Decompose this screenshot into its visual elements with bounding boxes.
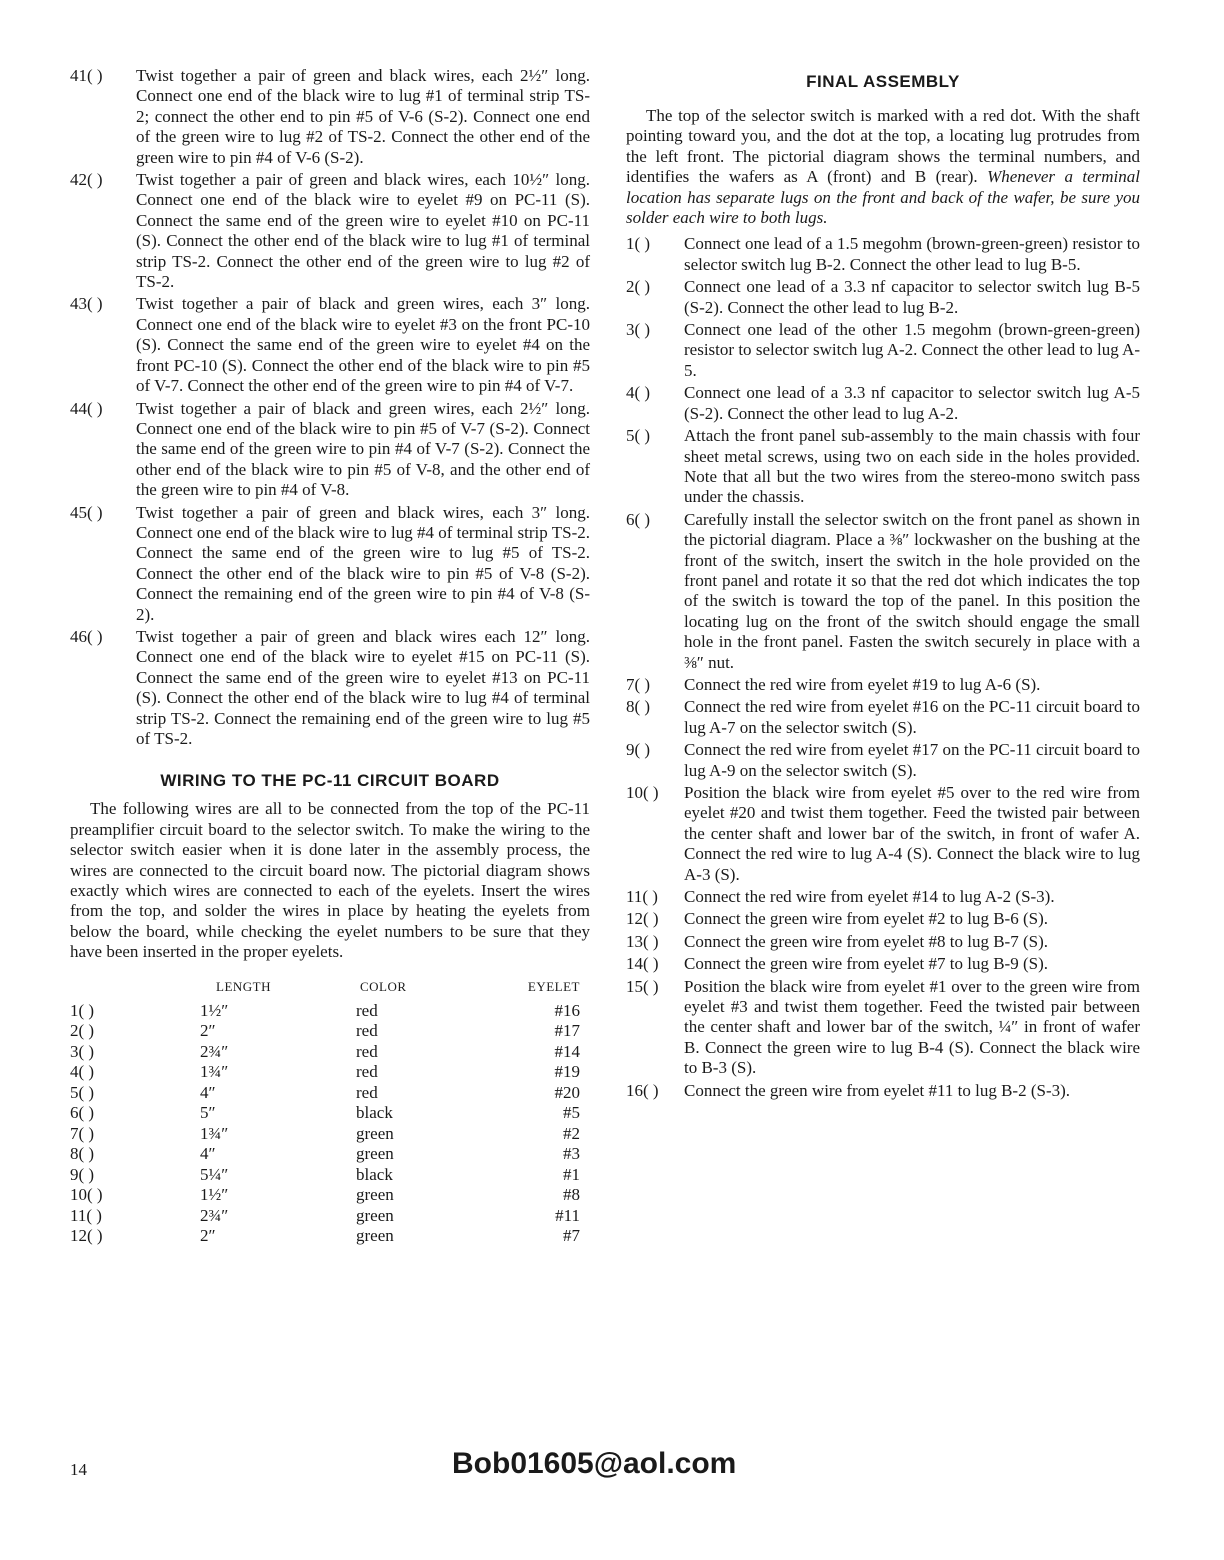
row-length: 5¼″ (200, 1164, 229, 1184)
wire-table-header (70, 979, 590, 1001)
row-eyelet: #1 (563, 1164, 580, 1184)
row-length: 1½″ (200, 1000, 229, 1020)
step-text: Twist together a pair of green and black wires, each 3″ long. Connect one end of the black wire to lug #4 of terminal strip TS-2. Connect the same end of the green wire to lug #5 of TS-2. Connect the other end of the black wire to pin #5 of V-8 (S-2). Connect the remaining end of the green wire to pin #4 of V-8 (S-2). (136, 502, 590, 624)
row-eyelet: #2 (563, 1123, 580, 1143)
final-step-6 (626, 510, 1140, 673)
step-44 (70, 399, 590, 501)
row-color: black (356, 1164, 393, 1184)
row-length: 2¾″ (200, 1205, 229, 1225)
table-row (70, 1062, 590, 1083)
row-length: 2¾″ (200, 1041, 229, 1061)
row-step: 9( ) (70, 1164, 95, 1184)
final-step-11 (626, 887, 1140, 907)
step-43 (70, 294, 590, 396)
final-step-7 (626, 675, 1140, 695)
step-number: 2( ) (626, 277, 651, 297)
final-step-2 (626, 277, 1140, 318)
row-step: 11( ) (70, 1205, 102, 1225)
step-number: 45( ) (70, 502, 103, 522)
row-eyelet: #3 (563, 1144, 580, 1164)
table-row (70, 1124, 590, 1145)
step-text: Connect the green wire from eyelet #7 to lug B-9 (S). (684, 954, 1048, 974)
step-number: 42( ) (70, 170, 103, 190)
final-step-8 (626, 697, 1140, 738)
row-length: 1¾″ (200, 1062, 229, 1082)
final-step-13 (626, 932, 1140, 952)
step-number: 13( ) (626, 931, 659, 951)
row-eyelet: #19 (554, 1062, 580, 1082)
table-row (70, 1021, 590, 1042)
step-text: Twist together a pair of black and green wires, each 3″ long. Connect one end of the black wire to eyelet #3 on the front PC-10 (S). Connect the same end of the green wire to eyelet #4 on the front PC-10 (S). Connect the other end of the black wire to pin #5 of V-7. Connect the other end of the green wire to pin #4 of V-7. (136, 294, 590, 396)
row-step: 6( ) (70, 1103, 95, 1123)
row-length: 5″ (200, 1103, 216, 1123)
final-step-14 (626, 954, 1140, 974)
step-text: Connect the green wire from eyelet #2 to lug B-6 (S). (684, 909, 1048, 929)
step-number: 46( ) (70, 626, 103, 646)
step-number: 41( ) (70, 66, 103, 85)
step-text: Attach the front panel sub-assembly to the main chassis with four sheet metal screws, using two on each side in the holes provided. Note that all but the two wires from the stereo-mono switch pass under the chassis. (684, 426, 1140, 507)
final-step-15 (626, 977, 1140, 1079)
step-text: Connect one lead of a 3.3 nf capacitor to selector switch lug A-5 (S-2). Connect the other lead to lug A-2. (684, 383, 1140, 423)
row-step: 5( ) (70, 1082, 95, 1102)
row-length: 4″ (200, 1082, 216, 1102)
step-text: Connect the green wire from eyelet #11 to lug B-2 (S-3). (684, 1080, 1071, 1100)
row-eyelet: #11 (555, 1205, 580, 1225)
row-length: 2″ (200, 1021, 216, 1041)
final-step-9 (626, 740, 1140, 781)
step-number: 43( ) (70, 294, 103, 314)
step-text: Connect the red wire from eyelet #14 to lug A-2 (S-3). (684, 887, 1055, 907)
row-eyelet: #16 (554, 1000, 580, 1020)
final-step-12 (626, 909, 1140, 929)
step-text: Carefully install the selector switch on the front panel as shown in the pictorial diagram. Place a ⅜″ lockwasher on the bushing at the front of the switch, insert the switch in the hole provided on the front panel and rotate it so that the red dot which indicates the top of the switch is toward the top of the panel. In this position the locating lug on the front of the switch should engage the small hole in the front panel. Fasten the switch securely in place with a ⅜″ nut. (684, 509, 1140, 672)
row-step: 8( ) (70, 1144, 95, 1164)
row-length: 2″ (200, 1226, 216, 1246)
step-text: Position the black wire from eyelet #5 over to the red wire from eyelet #20 and twist them together. Feed the twisted pair between the center shaft and lower bar of the switch, in front of wafer A. Connect the red wire to lug A-4 (S). Connect the black wire to lug A-3 (S). (684, 783, 1140, 884)
step-text: Twist together a pair of black and green wires, each 2½″ long. Connect one end of the black wire to pin #5 of V-7 (S-2). Connect the same end of the green wire to pin #4 of V-7 (S-2). Connect the other end of the black wire to pin #5 of V-8, and the other end of the green wire to pin #4 of V-8. (136, 398, 590, 500)
final-assembly-intro: The top of the selector switch is marked with a red dot. With the shaft pointing toward you, and the dot at the top, a locating lug protrudes from the left front. The pictorial diagram shows the terminal numbers, and identifies the wafers as A (front) and B (rear). Whenever a terminal location has separate lugs on the front and back of the wafer, be sure you solder each wire to both lugs. (626, 106, 1140, 228)
wiring-section-intro: The following wires are all to be connected from the top of the PC-11 preamplifier circuit board to the selector switch. To make the wiring to the selector switch easier when it is done later in the assembly process, the wires are connected to the circuit board now. The pictorial diagram shows exactly which wires are connected to each of the eyelets. Insert the wires from the top, and solder the wires in place by heating the eyelets from below the board, while checking the eyelet numbers to be sure that they have been inserted in the proper eyelets. (70, 799, 590, 962)
step-text: Connect the red wire from eyelet #19 to lug A-6 (S). (684, 674, 1041, 694)
row-color: green (356, 1226, 394, 1246)
final-assembly-heading: FINAL ASSEMBLY (806, 72, 960, 91)
row-eyelet: #7 (563, 1226, 580, 1246)
step-41 (70, 66, 590, 168)
step-number: 44( ) (70, 398, 103, 418)
step-45 (70, 503, 590, 625)
table-row (70, 1165, 590, 1186)
step-number: 14( ) (626, 954, 659, 974)
row-color: red (356, 1062, 378, 1082)
step-number: 6( ) (626, 509, 651, 529)
row-color: red (356, 1021, 378, 1041)
final-step-10 (626, 783, 1140, 885)
step-number: 10( ) (626, 783, 659, 802)
row-eyelet: #5 (563, 1103, 580, 1123)
page-number: 14 (70, 1460, 87, 1479)
step-number: 7( ) (626, 674, 651, 694)
right-column (626, 66, 1140, 1103)
row-length: 1½″ (200, 1185, 229, 1205)
row-color: green (356, 1123, 394, 1143)
step-number: 11( ) (626, 887, 658, 907)
left-column (70, 66, 590, 1247)
step-number: 16( ) (626, 1080, 659, 1100)
step-text: Twist together a pair of green and black wires, each 10½″ long. Connect one end of the black wire to eyelet #9 on PC-11 (S). Connect the same end of the green wire to eyelet #10 on PC-11 (S). Connect the other end of the black wire to lug #1 of terminal strip TS-2. Connect the other end of the green wire to lug #2 of TS-2. (136, 170, 590, 292)
step-text: Connect the red wire from eyelet #16 on the PC-11 circuit board to lug A-7 on the selector switch (S). (684, 697, 1140, 737)
length-header: LENGTH (216, 978, 271, 994)
row-length: 4″ (200, 1144, 216, 1164)
row-step: 2( ) (70, 1021, 95, 1041)
table-row (70, 1103, 590, 1124)
step-text: Connect one lead of a 1.5 megohm (brown-green-green) resistor to selector switch lug B-2. Connect the other lead to lug B-5. (684, 234, 1140, 274)
final-step-1 (626, 234, 1140, 275)
step-number: 5( ) (626, 426, 651, 446)
table-row (70, 1206, 590, 1227)
row-step: 12( ) (70, 1226, 103, 1246)
table-row (70, 1144, 590, 1165)
table-row (70, 1042, 590, 1063)
row-eyelet: #20 (554, 1082, 580, 1102)
row-eyelet: #17 (554, 1021, 580, 1041)
step-46 (70, 627, 590, 749)
step-number: 4( ) (626, 383, 651, 403)
color-header: COLOR (360, 978, 407, 994)
step-text: Connect the green wire from eyelet #8 to lug B-7 (S). (684, 931, 1048, 951)
step-number: 8( ) (626, 697, 651, 717)
table-row (70, 1185, 590, 1206)
step-number: 1( ) (626, 234, 651, 254)
final-step-4 (626, 383, 1140, 424)
step-text: Position the black wire from eyelet #1 over to the green wire from eyelet #3 and twist them together. Feed the twisted pair between the center shaft and lower bar of the switch, ¼″ in front of wafer B. Connect the green wire to lug B-4 (S). Connect the black wire to B-3 (S). (684, 976, 1140, 1078)
step-number: 12( ) (626, 909, 659, 929)
row-step: 1( ) (70, 1000, 95, 1020)
final-assembly-note: Whenever a terminal location has separate lugs on the front and back of the wafer, be sure you solder each wire to both lugs. (626, 167, 1140, 228)
final-step-5 (626, 426, 1140, 508)
final-step-16 (626, 1081, 1140, 1101)
step-42 (70, 170, 590, 292)
step-number: 9( ) (626, 740, 651, 760)
step-number: 15( ) (626, 976, 659, 996)
row-eyelet: #14 (554, 1041, 580, 1061)
step-number: 3( ) (626, 320, 651, 340)
table-row (70, 1083, 590, 1104)
step-text: Connect the red wire from eyelet #17 on the PC-11 circuit board to lug A-9 on the selector switch (S). (684, 740, 1140, 780)
eyelet-header: EYELET (527, 978, 580, 994)
wiring-section-heading: WIRING TO THE PC-11 CIRCUIT BOARD (160, 771, 500, 791)
row-step: 4( ) (70, 1062, 95, 1082)
row-step: 3( ) (70, 1041, 95, 1061)
contact-email: Bob01605@aol.com (452, 1447, 737, 1480)
step-text: Connect one lead of a 3.3 nf capacitor to selector switch lug B-5 (S-2). Connect the other lead to lug B-2. (684, 277, 1140, 317)
row-step: 10( ) (70, 1185, 103, 1205)
row-color: black (356, 1103, 393, 1123)
row-eyelet: #8 (563, 1185, 580, 1205)
step-text: Twist together a pair of green and black wires each 12″ long. Connect one end of the black wire to eyelet #15 on PC-11 (S). Connect the same end of the green wire to eyelet #13 on PC-11 (S). Connect the other end of the black wire to lug #4 of terminal strip TS-2. Connect the remaining end of the green wire to lug #5 of TS-2. (136, 626, 590, 748)
table-row (70, 1001, 590, 1022)
step-text: Twist together a pair of green and black wires, each 2½″ long. Connect one end of the black wire to lug #1 of terminal strip TS-2; connect the other end to pin #5 of V-6 (S-2). Connect one end of the green wire to lug #2 of TS-2. Connect the other end of the green wire to pin #4 of V-6 (S-2). (136, 66, 590, 167)
row-color: red (356, 1082, 378, 1102)
wire-table (70, 979, 590, 1247)
row-length: 1¾″ (200, 1123, 229, 1143)
row-color: green (356, 1144, 394, 1164)
final-step-3 (626, 320, 1140, 381)
table-row (70, 1226, 590, 1247)
step-text: Connect one lead of the other 1.5 megohm (brown-green-green) resistor to selector switch lug A-2. Connect the other lead to lug A-5. (684, 320, 1140, 380)
row-color: green (356, 1205, 394, 1225)
row-color: red (356, 1000, 378, 1020)
row-color: red (356, 1041, 378, 1061)
row-color: green (356, 1185, 394, 1205)
left-step-list (70, 66, 590, 749)
row-step: 7( ) (70, 1123, 95, 1143)
